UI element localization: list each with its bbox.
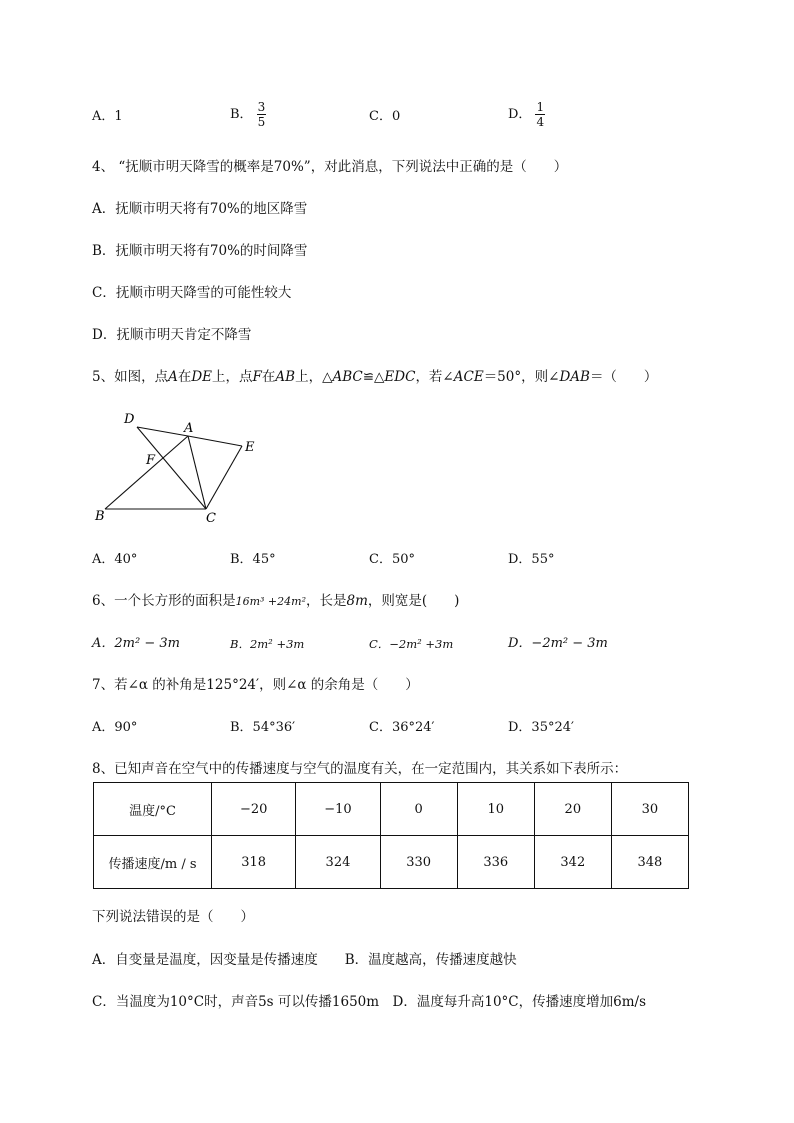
q6-stem-part1: 6、一个长方形的面积是 (92, 593, 236, 609)
q3-option-c (369, 108, 400, 126)
table-cell: −20 (212, 783, 296, 836)
q3-option-b-numerator: 3 (257, 100, 266, 114)
q5-segment-ab: AB (275, 369, 296, 385)
q4-option-d: D．抚顺市明天肯定不降雪 (92, 327, 252, 343)
q5-stem-part1: 5、如图，点 (92, 369, 169, 385)
table-cell: 336 (457, 836, 534, 889)
table-header-temperature: 温度/°C (94, 783, 212, 836)
q5-stem-part9: ＝（ ） (589, 369, 658, 385)
q5-stem-part6: ≌△ (362, 369, 385, 385)
table-cell: 20 (534, 783, 611, 836)
q6-option-d: D．−2m² − 3m (508, 636, 608, 651)
q3-option-d-label: D． (508, 107, 532, 122)
table-cell: 318 (212, 836, 296, 889)
label-b: B (95, 509, 105, 524)
q3-option-b-denominator: 5 (257, 115, 266, 129)
table-cell: −10 (296, 783, 380, 836)
label-e: E (245, 440, 255, 455)
q5-stem (92, 368, 657, 386)
q3-option-d (508, 100, 545, 129)
q6-length-expression: 8m (346, 593, 368, 609)
table-cell: 30 (611, 783, 688, 836)
q3-option-b-label: B． (230, 107, 253, 122)
segment-ec (206, 446, 242, 509)
q6-option-b: B．2m² +3m (230, 637, 305, 651)
q3-option-d-denominator: 4 (536, 115, 545, 129)
q5-angle-ace: ACE (453, 369, 484, 385)
q3-option-c-value: 0 (391, 109, 401, 124)
q4-stem: 4、 “抚顺市明天降雪的概率是70%”，对此消息，下列说法中正确的是（ ） (92, 159, 568, 175)
q7-option-b: B．54°36′ (230, 720, 296, 735)
q8-options-cd: C．当温度为10°C时，声音5s 可以传播1650m D．温度每升高10°C，传播速度增加6m/s (92, 994, 647, 1010)
q8-options-ab: A．自变量是温度，因变量是传播速度 B．温度越高，传播速度越快 (92, 952, 517, 968)
table-cell: 0 (380, 783, 457, 836)
table-row-temperature (94, 783, 689, 836)
q5-point-f: F (252, 369, 262, 385)
q5-stem-part4: 在 (261, 369, 276, 385)
table-cell: 342 (534, 836, 611, 889)
table-cell: 348 (611, 836, 688, 889)
segment-da (137, 427, 188, 436)
q5-option-d: D．55° (508, 552, 555, 567)
q6-stem-part2: ，长是 (305, 593, 347, 609)
q5-geometry-figure (90, 405, 270, 530)
label-f: F (146, 453, 156, 468)
q6-option-a: A．2m² − 3m (92, 636, 180, 651)
table-row-speed (94, 836, 689, 889)
q5-triangle-edc: EDC (384, 369, 416, 385)
q5-angle-dab: DAB (559, 369, 590, 385)
table-cell: 10 (457, 783, 534, 836)
q3-option-d-fraction (535, 100, 545, 129)
q6-stem (92, 592, 459, 611)
q4-option-a: A．抚顺市明天将有70%的地区降雪 (92, 201, 308, 217)
segment-ae (188, 436, 242, 446)
q5-stem-part2: 在 (177, 369, 192, 385)
q7-option-a: A．90° (92, 720, 138, 735)
q6-area-expression: 16m³ +24m² (235, 595, 306, 608)
q3-option-a-label: A． (92, 109, 115, 124)
q5-stem-part3: 上，点 (212, 369, 253, 385)
q3-option-c-label: C． (369, 109, 392, 124)
q3-option-a-value: 1 (114, 109, 123, 124)
table-cell: 324 (296, 836, 380, 889)
table-header-speed: 传播速度/m / s (94, 836, 212, 889)
q6-stem-part3: ，则宽是( ) (367, 593, 460, 609)
q5-option-c: C．50° (369, 552, 415, 567)
q3-option-b-fraction (257, 100, 267, 129)
q6-option-c: C．−2m² +3m (369, 637, 454, 651)
q7-option-d: D．35°24′ (508, 720, 574, 735)
q5-stem-part5: 上，△ (295, 369, 333, 385)
label-d: D (124, 412, 135, 427)
q8-stem: 8、已知声音在空气中的传播速度与空气的温度有关，在一定范围内，其关系如下表所示： (92, 761, 628, 777)
q3-option-d-numerator: 1 (536, 100, 545, 114)
q7-stem: 7、若∠α 的补角是125°24′，则∠α 的余角是（ ） (92, 677, 419, 693)
q5-stem-part8: ＝50°，则∠ (483, 369, 560, 385)
q3-option-b (230, 100, 266, 129)
q4-option-c: C．抚顺市明天降雪的可能性较大 (92, 285, 292, 301)
q7-option-c: C．36°24′ (369, 720, 435, 735)
q5-stem-part7: ，若∠ (415, 369, 454, 385)
q5-segment-de: DE (191, 369, 213, 385)
q5-point-a: A (168, 369, 178, 385)
q3-option-a (92, 108, 123, 126)
label-c: C (206, 511, 216, 526)
label-a: A (184, 421, 194, 436)
q8-question: 下列说法错误的是（ ） (92, 909, 254, 925)
q4-option-b: B．抚顺市明天将有70%的时间降雪 (92, 243, 308, 259)
q5-option-a: A．40° (92, 552, 138, 567)
q5-option-b: B．45° (230, 552, 276, 567)
table-cell: 330 (380, 836, 457, 889)
q5-triangle-abc: ABC (332, 369, 363, 385)
q8-speed-table (93, 782, 689, 889)
